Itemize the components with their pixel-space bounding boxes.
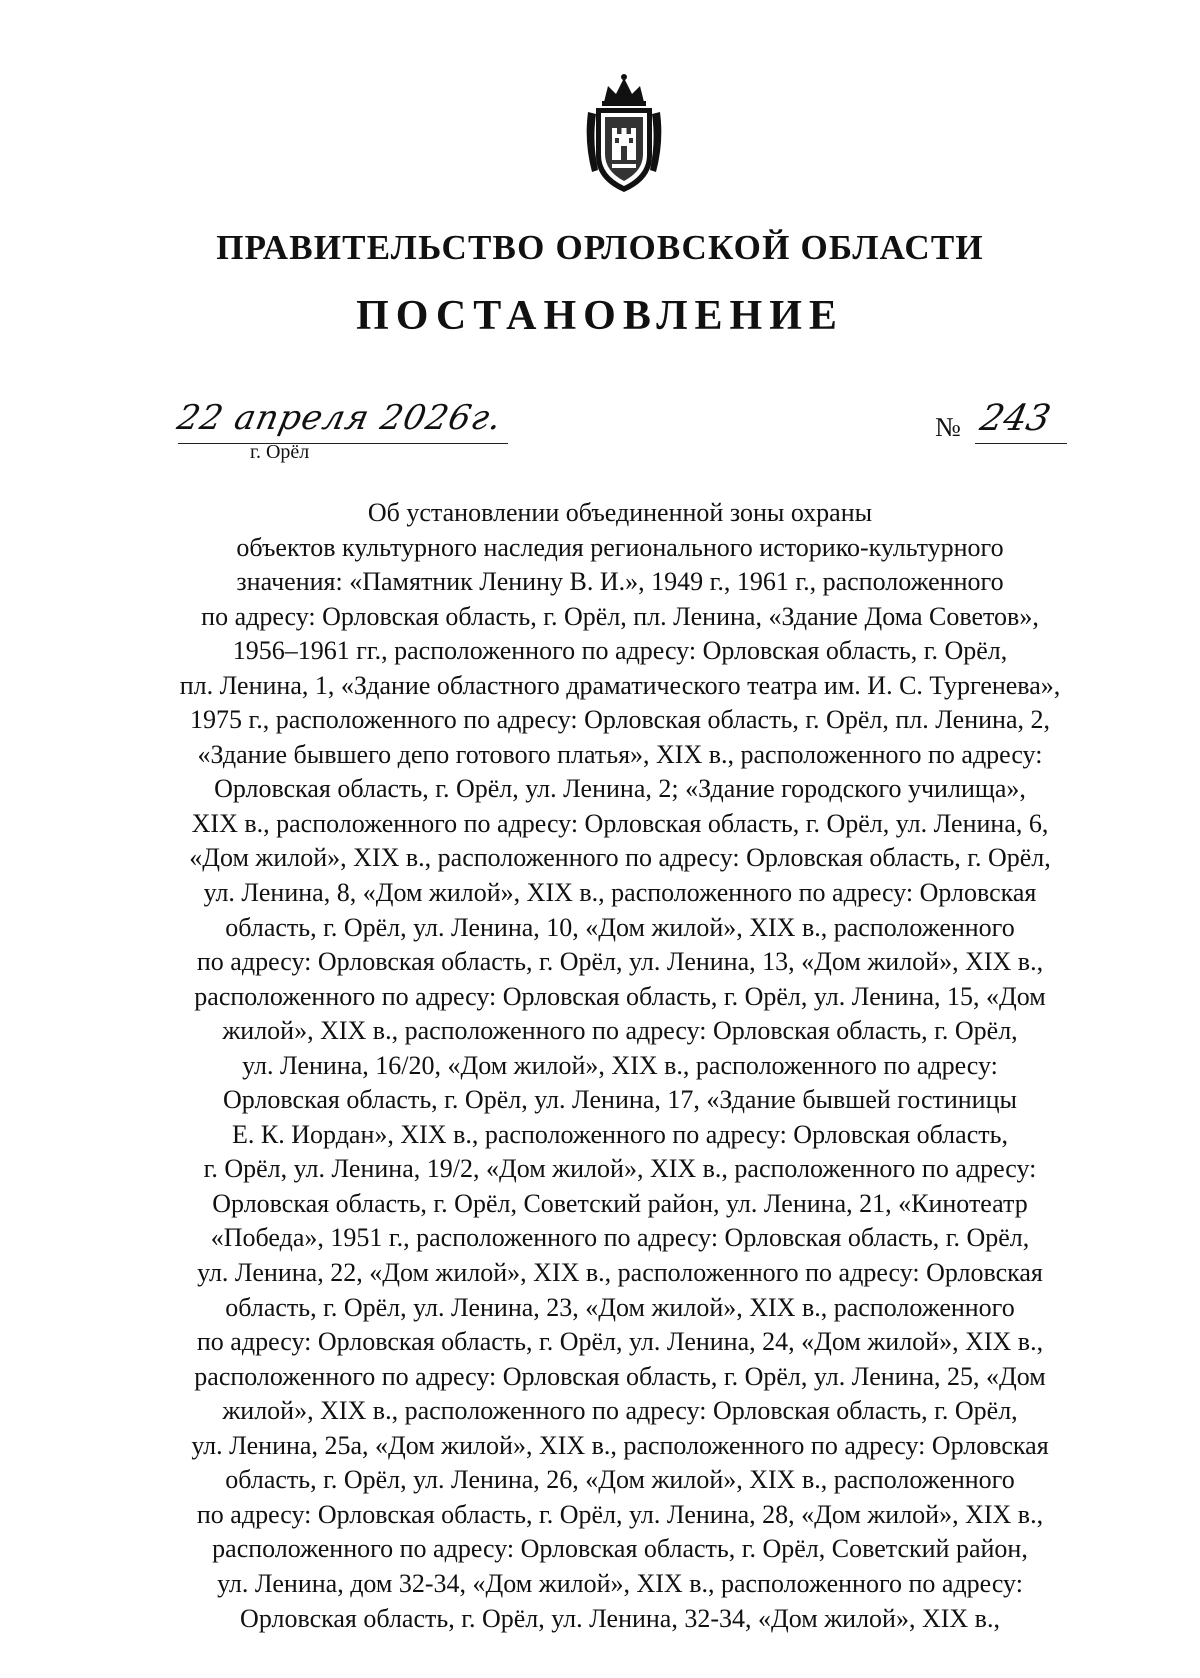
title-line: г. Орёл, ул. Ленина, 19/2, «Дом жилой», XIX в., расположенного по адресу:	[203, 1154, 1037, 1184]
title-line: жилой», XIX в., расположенного по адресу: Орловская область, г. Орёл,	[222, 1396, 1018, 1426]
title-line: «Победа», 1951 г., расположенного по адресу: Орловская область, г. Орёл,	[210, 1223, 1030, 1253]
title-line: область, г. Орёл, ул. Ленина, 10, «Дом жилой», XIX в., расположенного	[225, 912, 1015, 942]
title-line: ул. Ленина, 25а, «Дом жилой», XIX в., расположенного по адресу: Орловская	[191, 1430, 1049, 1460]
title-line: Е. К. Иордан», XIX в., расположенного по адресу: Орловская область,	[232, 1119, 1008, 1149]
title-line: область, г. Орёл, ул. Ленина, 26, «Дом жилой», XIX в., расположенного	[225, 1465, 1015, 1495]
title-line: жилой», XIX в., расположенного по адресу: Орловская область, г. Орёл,	[222, 1016, 1018, 1046]
handwritten-number: 243	[976, 398, 1055, 439]
coat-of-arms-icon	[582, 72, 666, 196]
title-line: ул. Ленина, 22, «Дом жилой», XIX в., расположенного по адресу: Орловская	[197, 1258, 1043, 1288]
title-line: 1975 г., расположенного по адресу: Орловская область, г. Орёл, пл. Ленина, 2,	[189, 705, 1051, 735]
organization-name: ПРАВИТЕЛЬСТВО ОРЛОВСКОЙ ОБЛАСТИ	[216, 228, 984, 267]
title-line: Об установлении объединенной зоны охраны	[367, 498, 873, 527]
title-line: значения: «Памятник Ленину В. И.», 1949 г., 1961 г., расположенного	[236, 567, 1004, 597]
title-line: XIX в., расположенного по адресу: Орловская область, г. Орёл, ул. Ленина, 6,	[191, 808, 1049, 838]
title-line: «Дом жилой», XIX в., расположенного по адресу: Орловская область, г. Орёл,	[189, 843, 1051, 873]
title-line: расположенного по адресу: Орловская область, г. Орёл, Советский район,	[212, 1534, 1028, 1564]
title-line: расположенного по адресу: Орловская область, г. Орёл, ул. Ленина, 25, «Дом	[194, 1361, 1046, 1391]
title-line: по адресу: Орловская область, г. Орёл, пл. Ленина, «Здание Дома Советов»,	[201, 601, 1039, 631]
title-line: 1956–1961 гг., расположенного по адресу: Орловская область, г. Орёл,	[232, 636, 1008, 666]
number-sign: №	[935, 412, 961, 442]
title-line: Орловская область, г. Орёл, ул. Ленина, 32-34, «Дом жилой», XIX в.,	[240, 1603, 1000, 1633]
title-line: ул. Ленина, 16/20, «Дом жилой», XIX в., расположенного по адресу:	[242, 1050, 998, 1080]
city-label: г. Орёл	[250, 441, 310, 463]
title-line: ул. Ленина, 8, «Дом жилой», XIX в., расположенного по адресу: Орловская	[203, 878, 1037, 908]
title-line: объектов культурного наследия регионального историко-культурного	[236, 532, 1004, 562]
title-line: ул. Ленина, дом 32-34, «Дом жилой», XIX в., расположенного по адресу:	[217, 1568, 1023, 1598]
number-underline	[975, 443, 1067, 444]
title-line: «Здание бывшего депо готового платья», XIX в., расположенного по адресу:	[197, 739, 1043, 769]
document-type: ПОСТАНОВЛЕНИЕ	[356, 293, 844, 339]
title-line: область, г. Орёл, ул. Ленина, 23, «Дом жилой», XIX в., расположенного	[225, 1292, 1015, 1322]
title-line: по адресу: Орловская область, г. Орёл, ул. Ленина, 24, «Дом жилой», XIX в.,	[196, 1327, 1044, 1357]
title-line: по адресу: Орловская область, г. Орёл, ул. Ленина, 13, «Дом жилой», XIX в.,	[196, 947, 1044, 977]
title-line: расположенного по адресу: Орловская область, г. Орёл, ул. Ленина, 15, «Дом	[194, 981, 1046, 1011]
title-line: Орловская область, г. Орёл, ул. Ленина, 17, «Здание бывшей гостиницы	[223, 1085, 1017, 1115]
document-number	[935, 398, 1075, 444]
title-line: Орловская область, г. Орёл, Советский район, ул. Ленина, 21, «Кинотеатр	[212, 1188, 1028, 1218]
title-line: Орловская область, г. Орёл, ул. Ленина, 2; «Здание городского училища»,	[214, 774, 1026, 804]
document-title	[150, 496, 1090, 1636]
handwritten-date: 22 апреля 2026г.	[173, 398, 506, 438]
title-line: пл. Ленина, 1, «Здание областного драматического театра им. И. С. Тургенева»,	[179, 670, 1061, 700]
title-line: по адресу: Орловская область, г. Орёл, ул. Ленина, 28, «Дом жилой», XIX в.,	[196, 1499, 1044, 1529]
